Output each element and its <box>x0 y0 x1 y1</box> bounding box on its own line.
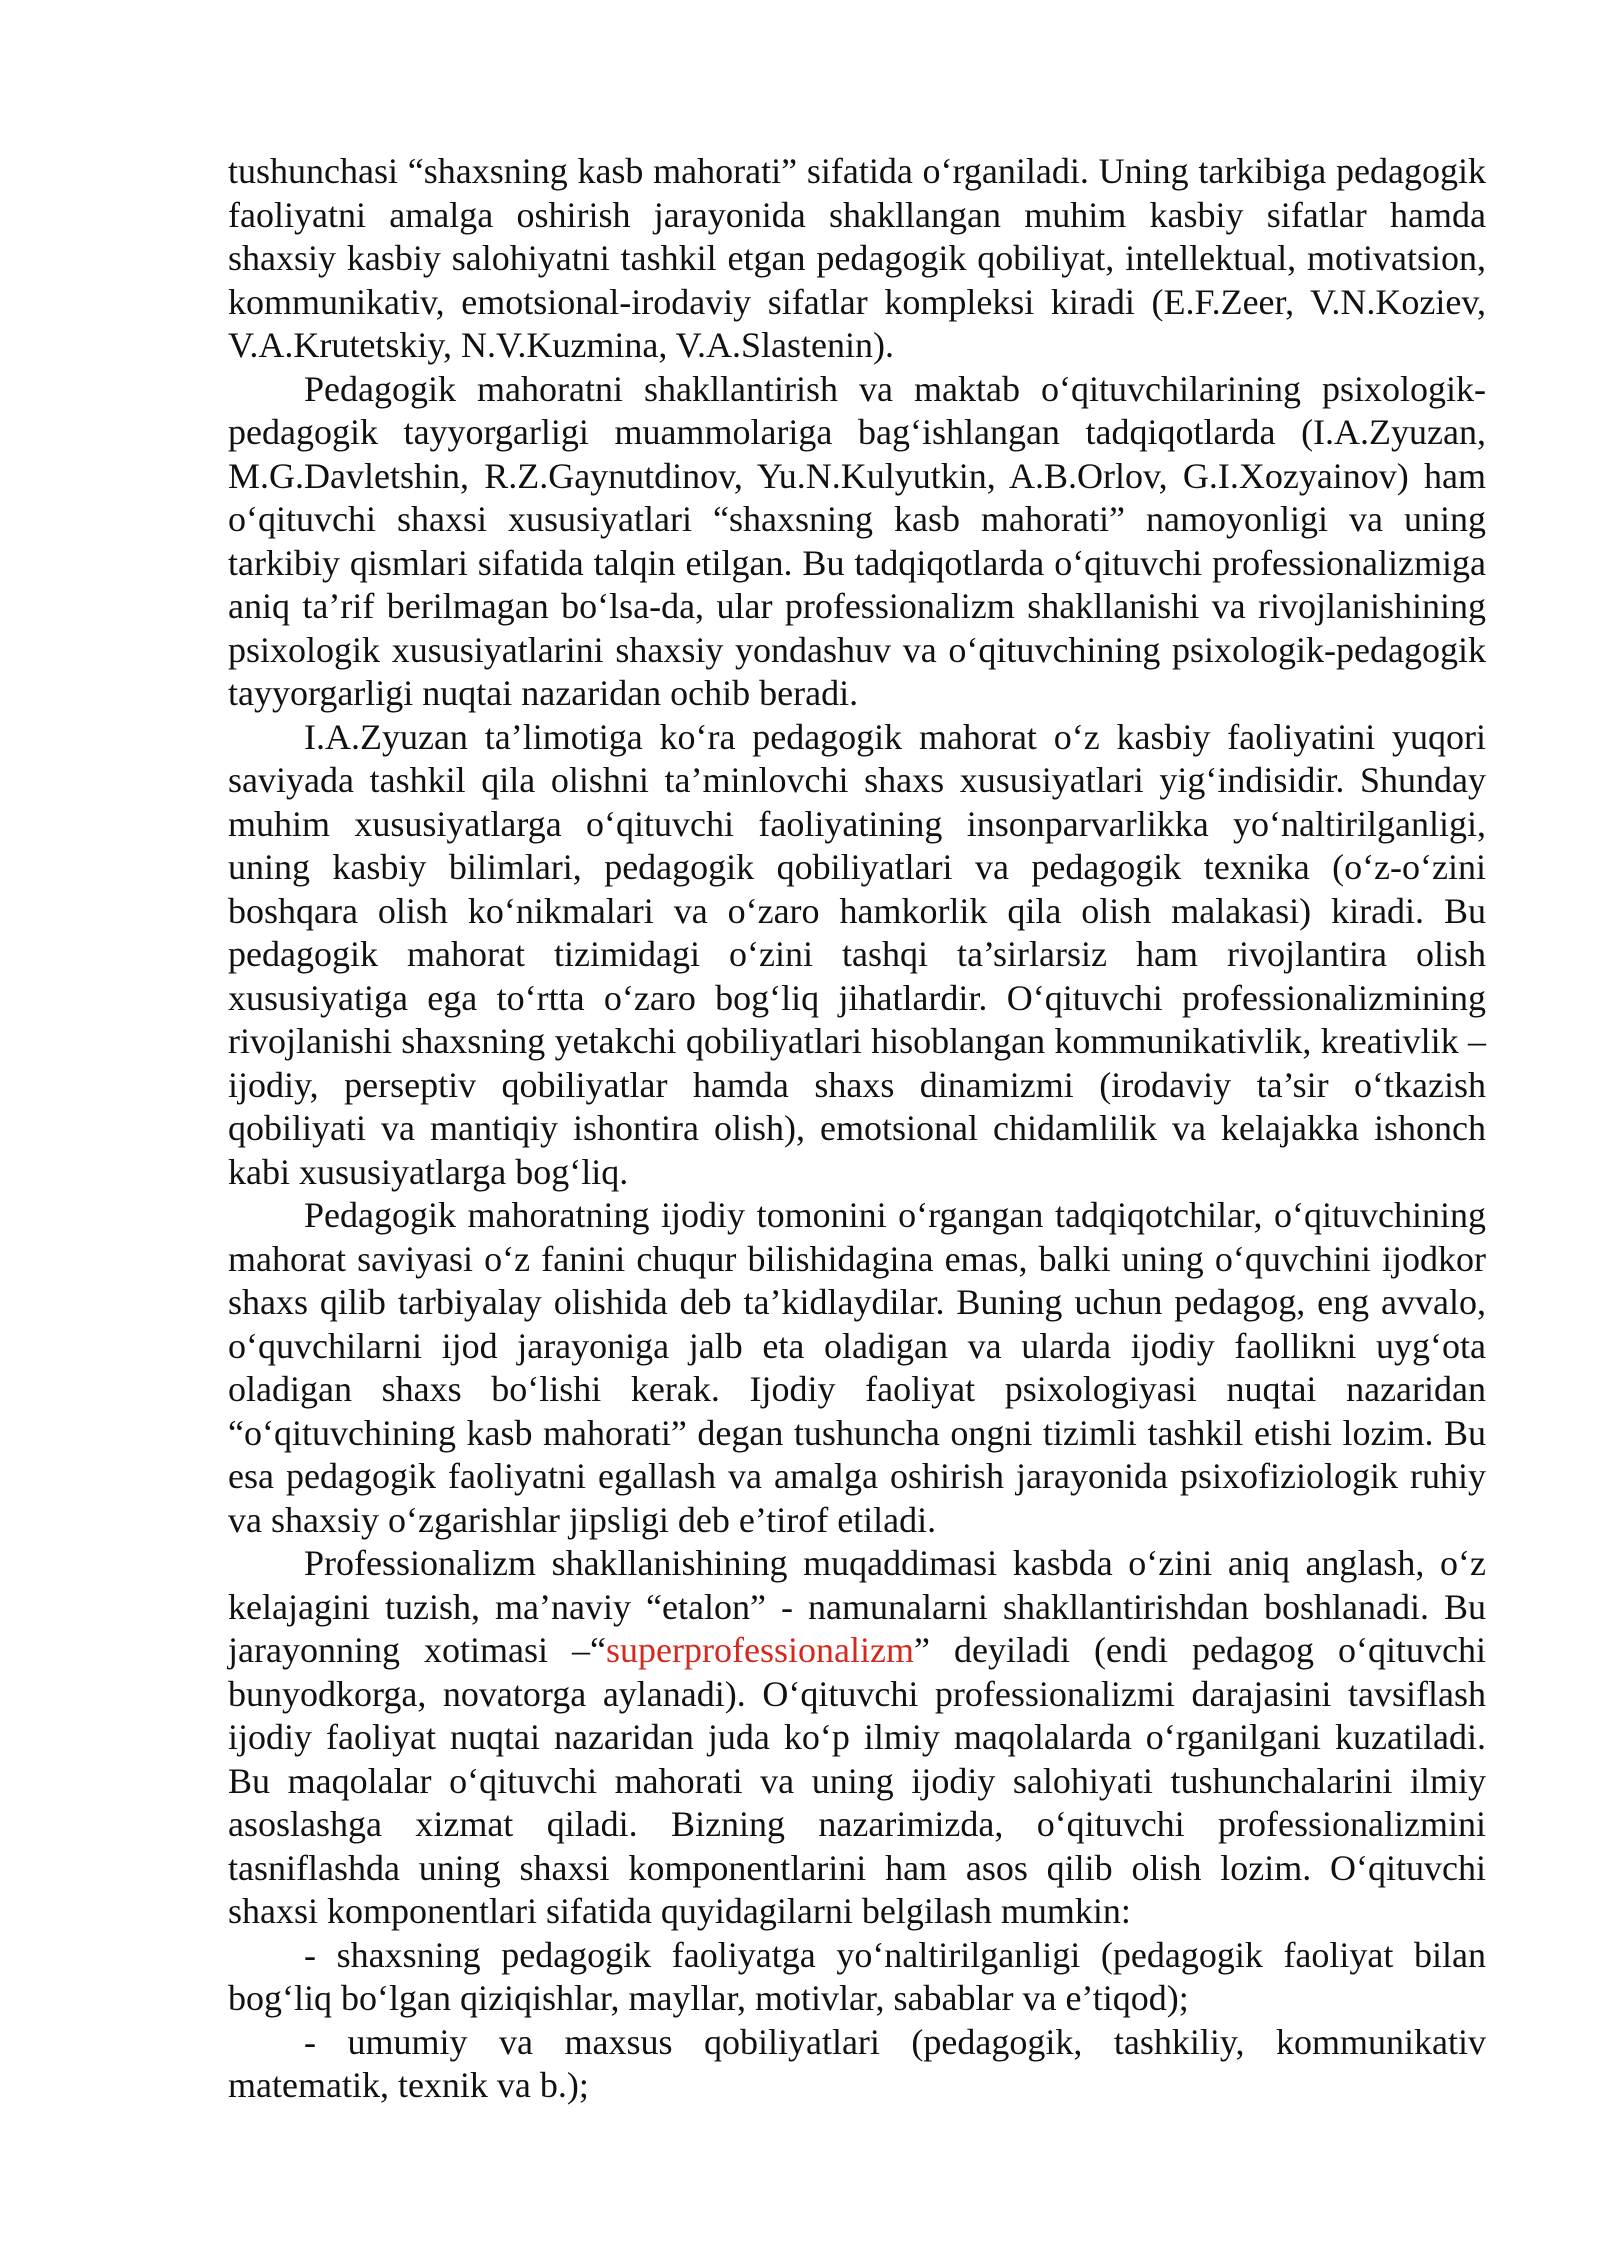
highlighted-term: superprofessionalizm <box>606 1630 914 1670</box>
paragraph-5-tail: ” deyiladi (endi pedagog o‘qituvchi bunyodkorga, novatorga aylanadi). O‘qituvchi professionalizmi darajasini tavsiflash ijodiy faoliyat nuqtai nazaridan juda ko‘p ilmiy maqolalarda o‘rganilgani kuzatiladi. Bu maqolalar o‘qituvchi mahorati va uning ijodiy salohiyati tushunchalarini ilmiy asoslashga xizmat qiladi. Bizning nazarimizda, o‘qituvchi professionalizmini tasniflashda uning shaxsi komponentlarini ham asos qilib olish lozim. O‘qituvchi shaxsi komponentlari sifatida quyidagilarni belgilash mumkin: <box>228 1630 1486 1931</box>
list-item-abilities: - umumiy va maxsus qobiliyatlari (pedagogik, tashkiliy, kommunikativ matematik, texnik va b.); <box>228 2021 1486 2105</box>
paragraph-4: Pedagogik mahoratning ijodiy tomonini o‘rgangan tadqiqotchilar, o‘qituvchining mahorat saviyasi o‘z fanini chuqur bilishidagina emas, balki uning o‘quvchini ijodkor shaxs qilib tarbiyalay olishida deb ta’kidlaydilar. Buning uchun pedagog, eng avvalo, o‘quvchilarni ijod jarayoniga jalb eta oladigan va ularda ijodiy faollikni uyg‘ota oladigan shaxs bo‘lishi kerak. Ijodiy faoliyat psixologiyasi nuqtai nazaridan “o‘qituvchining kasb mahorati” degan tushuncha ongni tizimli tashkil etishi lozim. Bu esa pedagogik faoliyatni egallash va amalga oshirish jarayonida psixofiziologik ruhiy va shaxsiy o‘zgarishlar jipsligi deb e’tirof etiladi. <box>228 1195 1486 1540</box>
paragraph-5-lead: Professionalizm shakllanishining muqaddimasi kasbda o‘zini aniq anglash, o‘z kelajagini tuzish, ma’naviy “etalon” - namunalarni shakllantirishdan boshlanadi. Bu jarayonning xotimasi –“ <box>228 1543 1486 1670</box>
list-item-orientation: - shaxsning pedagogik faoliyatga yo‘naltirilganligi (pedagogik faoliyat bilan bog‘liq bo‘lgan qiziqishlar, mayllar, motivlar, sabablar va e’tiqod); <box>228 1934 1486 2018</box>
paragraph-1: tushunchasi “shaxsning kasb mahorati” sifatida o‘rganiladi. Uning tarkibiga pedagogik faoliyatni amalga oshirish jarayonida shakllangan muhim kasbiy sifatlar hamda shaxsiy kasbiy salohiyatni tashkil etgan pedagogik qobiliyat, intellektual, motivatsion, kommunikativ, emotsional-irodaviy sifatlar kompleksi kiradi (E.F.Zeer, V.N.Koziev, V.A.Krutetskiy, N.V.Kuzmina, V.A.Slastenin). <box>228 151 1486 365</box>
document-page <box>228 150 1486 2108</box>
paragraph-3: I.A.Zyuzan ta’limotiga ko‘ra pedagogik mahorat o‘z kasbiy faoliyatini yuqori saviyada tashkil qila olishni ta’minlovchi shaxs xususiyatlari yig‘indisidir. Shunday muhim xususiyatlarga o‘qituvchi faoliyatining insonparvarlikka yo‘naltirilganligi, uning kasbiy bilimlari, pedagogik qobiliyatlari va pedagogik texnika (o‘z-o‘zini boshqara olish ko‘nikmalari va o‘zaro hamkorlik qila olish malakasi) kiradi. Bu pedagogik mahorat tizimidagi o‘zini tashqi ta’sirlarsiz ham rivojlantira olish xususiyatiga ega to‘rtta o‘zaro bog‘liq jihatlardir. O‘qituvchi professionalizmining rivojlanishi shaxsning yetakchi qobiliyatlari hisoblangan kommunikativlik, kreativlik – ijodiy, perseptiv qobiliyatlar hamda shaxs dinamizmi (irodaviy ta’sir o‘tkazish qobiliyati va mantiqiy ishontira olish), emotsional chidamlilik va kelajakka ishonch kabi xususiyatlarga bog‘liq. <box>228 716 1486 1192</box>
paragraph-5 <box>228 1542 1486 1934</box>
paragraph-2: Pedagogik mahoratni shakllantirish va maktab o‘qituvchilarining psixologik-pedagogik tayyorgarligi muammolariga bag‘ishlangan tadqiqotlarda (I.A.Zyuzan, M.G.Davletshin, R.Z.Gaynutdinov, Yu.N.Kulyutkin, A.B.Orlov, G.I.Xozyainov) ham o‘qituvchi shaxsi xususiyatlari “shaxsning kasb mahorati” namoyonligi va uning tarkibiy qismlari sifatida talqin etilgan. Bu tadqiqotlarda o‘qituvchi professionalizmiga aniq ta’rif berilmagan bo‘lsa-da, ular professionalizm shakllanishi va rivojlanishining psixologik xususiyatlarini shaxsiy yondashuv va o‘qituvchining psixologik-pedagogik tayyorgarligi nuqtai nazaridan ochib beradi. <box>228 368 1486 713</box>
